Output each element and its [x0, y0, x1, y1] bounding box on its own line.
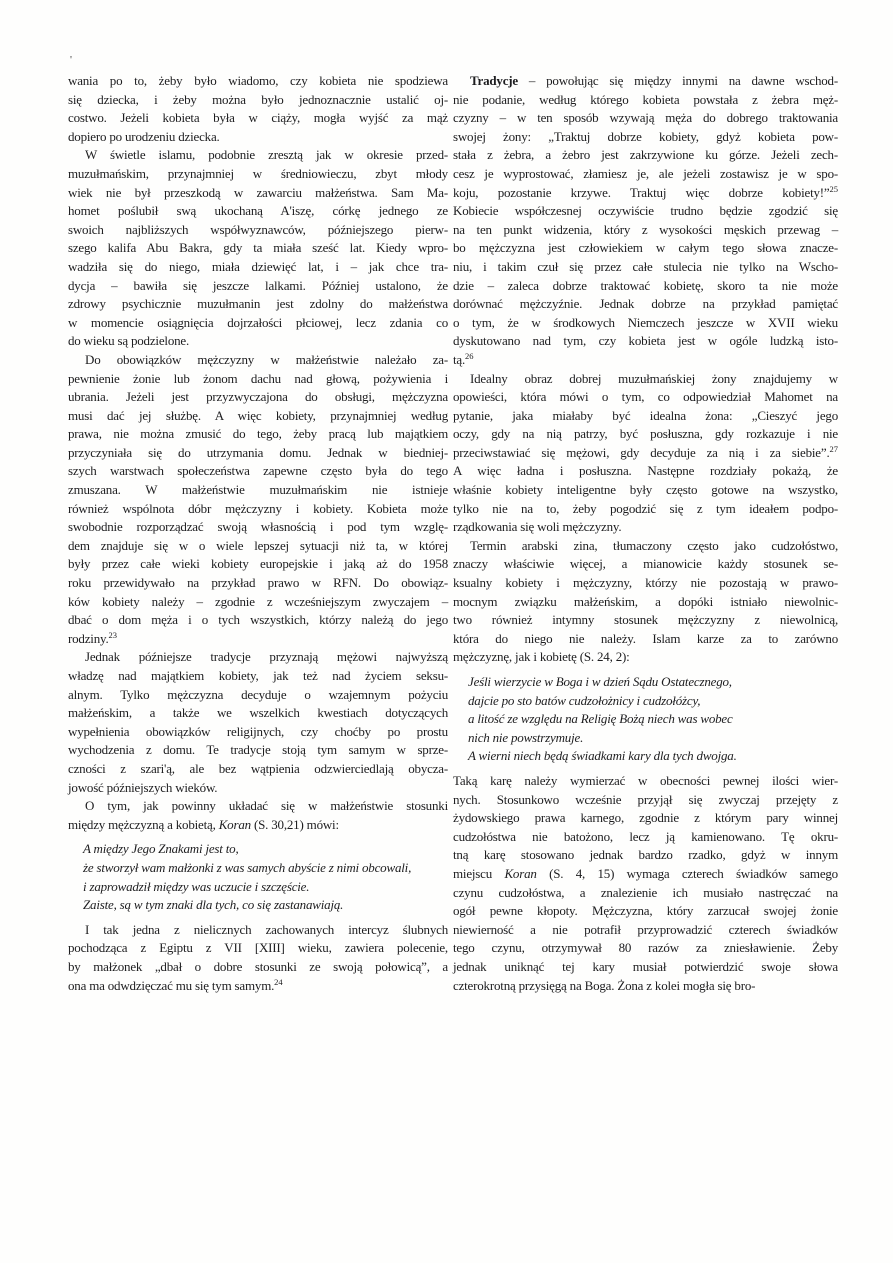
text-segment: pytanie, jaka miałaby być idealna żona: „Cieszyć jego: [453, 407, 838, 423]
text-line: [68, 425, 448, 444]
text-segment: ków kobiety należy – zgodnie z wcześniejszym zwyczajem –: [68, 593, 448, 609]
verse-line: [468, 747, 838, 766]
text-segment: jowość późniejszych wieków.: [68, 779, 218, 795]
quran-verse: [468, 673, 838, 766]
text-line: [453, 865, 838, 884]
text-segment: Koran: [218, 816, 251, 832]
verse-line: [83, 896, 448, 915]
text-line: [453, 72, 838, 91]
paragraph: [68, 921, 448, 995]
text-line: [68, 797, 448, 816]
text-line: [68, 258, 448, 277]
text-line: [453, 314, 838, 333]
text-line: [453, 809, 838, 828]
text-line: [68, 109, 448, 128]
text-segment: dorównać mężczyźnie. Jednak dobrze na przykład pamiętać: [453, 296, 838, 312]
text-segment: swobodnie rozporządzać swoją własnością i pod tym wzglę-: [68, 519, 448, 535]
paragraph: [453, 370, 838, 537]
text-line: [453, 630, 838, 649]
text-line: [68, 351, 448, 370]
text-segment: Koran: [504, 865, 537, 881]
text-line: [68, 146, 448, 165]
text-line: [453, 258, 838, 277]
text-line: [68, 500, 448, 519]
text-segment: zmuszana. W małżeństwie muzułmańskim nie istnieje: [68, 482, 448, 498]
text-segment: Jednak późniejsze tradycje przyznają mężowi najwyższą: [85, 649, 448, 665]
text-line: [453, 593, 838, 612]
text-segment: I tak jedna z nielicznych zachowanych intercyz ślubnych: [85, 921, 448, 937]
text-segment: nie podanie, według którego kobieta powstała z żebra męż-: [453, 91, 838, 107]
text-line: [453, 921, 838, 940]
text-line: [453, 828, 838, 847]
footnote-marker: 24: [274, 977, 283, 987]
text-line: [453, 221, 838, 240]
text-segment: wiek nie był przeszkodą w zawarciu małżeństwa. Sam Ma-: [68, 184, 448, 200]
text-segment: Do obowiązków mężczyzny w małżeństwie należało za-: [85, 351, 448, 367]
quran-verse: [83, 840, 448, 914]
text-line: [453, 518, 838, 537]
text-line: [68, 958, 448, 977]
text-column-right: [453, 72, 838, 995]
text-segment: Kobiecie współczesnej oczywiście trudno będzie zgodzić się: [453, 203, 838, 219]
text-line: [453, 884, 838, 903]
text-segment: dyskutowano nad tym, czy kobieta jest w ogóle ludzką isto-: [453, 333, 838, 349]
text-line: [453, 165, 838, 184]
text-segment: w momencie osiągnięcia dojrzałości płciowej, lecz zdania co: [68, 314, 448, 330]
text-line: [68, 72, 448, 91]
text-segment: niewierność a nie potrafił przyprowadzić czterech świadków: [453, 921, 838, 937]
paragraph: [453, 72, 838, 370]
text-segment: czyzny – w ten sposób wzywają męża do dobrego traktowania: [453, 110, 838, 126]
text-line: [68, 648, 448, 667]
text-line: [68, 921, 448, 940]
text-segment: Jeśli wierzycie w Boga i w dzień Sądu Ostatecznego,: [468, 674, 732, 689]
text-segment: czterokrotną przysięgą na Boga. Żona z kolei mogła się bro-: [453, 977, 756, 993]
text-segment: ubrania. Jeżeli jest przyzwyczajona do obsługi, mężczyzna: [68, 389, 448, 405]
text-segment: oczy, gdy na nią patrzy, być posłuszna, gdy rozkazuje i nie: [453, 426, 838, 442]
text-line: [453, 332, 838, 351]
text-segment: tylko nie na to, żeby pogodzić się z tym ideałem podpo-: [453, 500, 838, 516]
text-line: [68, 723, 448, 742]
text-segment: rodziny.: [68, 630, 109, 646]
text-segment: czynu cudzołóstwa, a znalezienie ich musiało nastręczać na: [453, 884, 838, 900]
text-line: [453, 370, 838, 389]
text-segment: ogół pewne kłopoty. Mężczyzna, który zarzucał swojej żonie: [453, 903, 838, 919]
text-segment: szego kalifa Abu Bakra, gdy ta miała sześć lat. Kiedy wpro-: [68, 240, 448, 256]
text-line: [68, 314, 448, 333]
scan-artifact: ': [70, 54, 72, 66]
verse-line: [83, 840, 448, 859]
text-segment: właśnie kobiety inteligentne były często gotowe na wszystko,: [453, 482, 838, 498]
text-line: [68, 128, 448, 147]
verse-line: [468, 692, 838, 711]
text-segment: (S. 30,21) mówi:: [250, 816, 339, 832]
text-line: [68, 221, 448, 240]
verse-line: [468, 673, 838, 692]
text-line: [453, 902, 838, 921]
text-segment: koju, pozostanie krzywe. Traktuj więc dobrze kobiety!”: [453, 184, 830, 200]
text-line: [453, 444, 838, 463]
text-segment: nych. Stosunkowo wcześnie przyjął się zwyczaj przejęty z: [453, 791, 838, 807]
text-segment: że stworzył wam małżonki z was samych abyście z nimi obcowali,: [83, 859, 412, 875]
text-line: [453, 481, 838, 500]
text-line: [453, 388, 838, 407]
text-line: [68, 332, 448, 351]
text-column-left: [68, 72, 448, 995]
text-segment: wadziła się do niego, miała dziewięć lat, i – jak chce tra-: [68, 258, 448, 274]
text-line: [68, 704, 448, 723]
text-segment: opowieści, która mówi o tym, co odpowiedział Mahomet na: [453, 389, 838, 405]
text-line: [453, 791, 838, 810]
verse-line: [468, 729, 838, 748]
verse-line: [83, 878, 448, 897]
text-segment: czności z szari'ą, ale bez wątpienia odzwierciedlają obycza-: [68, 760, 448, 776]
text-line: [68, 277, 448, 296]
text-segment: nich nie powstrzymuje.: [468, 729, 584, 745]
footnote-marker: 26: [465, 351, 474, 362]
verse-line: [83, 859, 448, 878]
text-line: [68, 977, 448, 996]
footnote-marker: 25: [829, 184, 838, 195]
text-segment: homet poślubił swą ukochaną A'iszę, córkę jednego ze: [68, 203, 448, 219]
text-segment: stała z żebra, a żebro jest zakrzywione ku górze. Jeżeli zech-: [453, 147, 838, 163]
text-line: [453, 146, 838, 165]
text-line: [453, 91, 838, 110]
text-segment: muzułmańskim, przynajmniej w średniowieczu, zbyt młody: [68, 165, 448, 181]
text-line: [453, 537, 838, 556]
text-line: [453, 462, 838, 481]
paragraph: [68, 797, 448, 834]
text-segment: żydowskiego prawa karnego, zgodnie z którym pary winnej: [453, 810, 838, 826]
text-segment: dzie – zaleca dobrze traktować kobietę, skoro ta nie może: [453, 277, 838, 293]
text-segment: władzę nad majątkiem kobiety, jak też nad życiem seksu-: [68, 668, 448, 683]
text-line: [68, 202, 448, 221]
text-line: [68, 184, 448, 203]
text-segment: przeciwstawiać się mężowi, gdy decyduje za nią i za siebie”.: [453, 444, 830, 460]
text-segment: wania po to, żeby było wiadomo, czy kobieta nie spodziewa: [68, 73, 448, 88]
text-line: [68, 295, 448, 314]
text-segment: A więc ładna i posłuszna. Następne rozdziały pokażą, że: [453, 463, 838, 479]
text-line: [68, 481, 448, 500]
text-segment: rządkowania się woli mężczyzny.: [453, 519, 622, 535]
text-segment: A między Jego Znakami jest to,: [83, 841, 239, 857]
text-segment: dem znajduje się w o wiele lepszej sytuacji niż ta, w której: [68, 537, 448, 553]
text-line: [68, 462, 448, 481]
text-segment: tego czynu, otrzymywał 80 razów za zniesławienie. Żeby: [453, 940, 838, 956]
text-line: [453, 351, 838, 370]
text-segment: Taką karę należy wymierzać w obecności pewnej ilości wier-: [453, 772, 838, 788]
text-line: [453, 846, 838, 865]
text-segment: niu, i takim czuł się przez całe stulecia nie tylko na Wscho-: [453, 258, 838, 274]
text-line: [453, 109, 838, 128]
text-segment: przyczyniała się do utrzymania domu. Jednak w biedniej-: [68, 444, 448, 460]
footnote-marker: 27: [829, 444, 838, 455]
text-line: [68, 388, 448, 407]
text-line: [68, 537, 448, 556]
text-segment: dycja – bawiła się jeszcze lalkami. Później ustalono, że: [68, 277, 448, 293]
text-segment: swoich najbliższych współwyznawców, późniejszego pierw-: [68, 221, 448, 237]
text-segment: by małżonek „dbał o dobre stosunki ze swoją połowicą”, a: [68, 958, 448, 974]
text-segment: Idealny obraz dobrej muzułmańskiej żony znajdujemy w: [470, 370, 838, 386]
text-segment: musi dać jej służbę. A więc kobiety, przynajmniej według: [68, 407, 448, 423]
text-segment: Termin arabski zina, tłumaczony często jako cudzołóstwo,: [470, 537, 838, 553]
text-line: [453, 407, 838, 426]
text-segment: która do niego nie należy. Islam karze za to zarówno: [453, 630, 838, 646]
text-segment: (S. 4, 15) wymaga czterech świadków samego: [536, 865, 838, 881]
paragraph: [68, 648, 448, 797]
text-line: [68, 779, 448, 798]
paragraph: [453, 537, 838, 667]
text-line: [453, 939, 838, 958]
text-segment: mocnym związku małżeńskim, a dopóki istniało niewolnic-: [453, 593, 838, 609]
text-line: [453, 977, 838, 996]
text-line: [68, 667, 448, 686]
text-line: [68, 611, 448, 630]
text-segment: na ten punkt widzenia, który z wysokości męskich przewag –: [453, 221, 838, 237]
text-line: [68, 239, 448, 258]
text-line: [453, 239, 838, 258]
text-line: [453, 500, 838, 519]
text-segment: costwo. Jeżeli kobieta była w ciąży, mogła wyjść za mąż: [68, 110, 448, 126]
text-line: [68, 370, 448, 389]
text-line: [68, 593, 448, 612]
text-line: [453, 772, 838, 791]
text-segment: alnym. Tylko mężczyzna decyduje o wzajemnym pożyciu: [68, 686, 448, 702]
text-line: [453, 574, 838, 593]
text-segment: ona ma odwdzięczać mu się tym samym.: [68, 977, 275, 993]
text-segment: tną karę stosowano jednak bardzo rzadko, gdyż w innym: [453, 847, 838, 863]
text-line: [453, 184, 838, 203]
text-segment: się dziecka, i żeby można było jednoznacznie ustalić oj-: [68, 91, 448, 107]
text-line: [68, 760, 448, 779]
text-line: [68, 741, 448, 760]
text-line: [68, 165, 448, 184]
text-segment: wychodzenia z domu. Te tradycje stoją tym samym w sprze-: [68, 742, 448, 758]
text-line: [68, 939, 448, 958]
text-line: [453, 555, 838, 574]
text-line: [68, 555, 448, 574]
text-line: [68, 407, 448, 426]
text-line: [453, 425, 838, 444]
text-segment: cudzołóstwa nie batożono, lecz ją kamienowano. Tę okru-: [453, 828, 838, 844]
text-segment: A wierni niech będą świadkami kary dla tych dwojga.: [468, 748, 737, 764]
text-segment: między mężczyzną a kobietą,: [68, 816, 219, 832]
text-segment: pewnienie żonie lub żonom dachu nad głową, pożywienia i: [68, 370, 448, 386]
text-line: [68, 816, 448, 835]
text-segment: tą.: [453, 351, 466, 367]
text-line: [68, 91, 448, 110]
text-line: [68, 630, 448, 649]
text-segment: mężczyznę, jak i kobietę (S. 24, 2):: [453, 649, 630, 665]
text-segment: wypełnienia obowiązków religijnych, czy choćby po prostu: [68, 723, 448, 739]
text-segment: bo mężczyzna jest człowiekiem w całym tego słowa znacze-: [453, 240, 838, 256]
text-segment: również wspólnota dóbr mężczyzny i kobiety. Kobieta może: [68, 500, 448, 516]
text-segment: dbać o dom męża i o tych wszystkich, którzy należą do jego: [68, 612, 448, 628]
text-segment: były przez całe wieki kobiety europejskie i jaką aż do 1958: [68, 556, 448, 572]
text-segment: cesz je wyprostować, złamiesz je, ale jeżeli zostawisz je w spo-: [453, 165, 838, 181]
text-line: [453, 202, 838, 221]
text-segment: dopiero po urodzeniu dziecka.: [68, 128, 220, 144]
text-segment: Tradycje: [470, 73, 518, 88]
paragraph: [68, 72, 448, 146]
footnote-marker: 23: [108, 630, 118, 641]
text-segment: ksualny kobiety i mężczyzny, którzy nie pozostają w prawo-: [453, 575, 838, 591]
text-line: [68, 574, 448, 593]
text-line: [453, 958, 838, 977]
text-segment: znaczy właściwie więcej, a mianowicie każdy stosunek se-: [453, 556, 838, 572]
text-line: [453, 648, 838, 667]
text-segment: W świetle islamu, podobnie zresztą jak w okresie przed-: [85, 147, 448, 163]
text-line: [453, 128, 838, 147]
text-segment: szych warstwach społeczeństwa zapewne często była do tego: [68, 463, 448, 479]
text-segment: dajcie po sto batów cudzołożnicy i cudzołóżcy,: [468, 692, 701, 708]
text-segment: pochodząca z Egiptu z VII [XIII] wieku, zawiera polecenie,: [68, 940, 448, 956]
text-segment: roku przewidywało na przykład prawo w RFN. Do obowiąz-: [68, 575, 448, 591]
paragraph: [68, 146, 448, 351]
text-line: [453, 277, 838, 296]
text-segment: zdrowy psychicznie muzułmanin jest zdolny do małżeństwa: [68, 296, 448, 312]
text-line: [68, 444, 448, 463]
text-segment: two również intymny stosunek mężczyzny z niewolnicą,: [453, 612, 838, 628]
text-segment: do wieku są podzielone.: [68, 333, 190, 349]
text-segment: prawa, nie można zmusić do tego, żeby pracą lub majątkiem: [68, 426, 448, 442]
paragraph: [68, 351, 448, 649]
text-line: [68, 518, 448, 537]
text-segment: małżeńskim, a także we wszelkich kwestiach dotyczących: [68, 705, 448, 721]
text-segment: O tym, jak powinny układać się w małżeństwie stosunki: [85, 798, 448, 814]
text-line: [68, 686, 448, 705]
paragraph: [453, 772, 838, 995]
text-line: [453, 295, 838, 314]
text-segment: Zaiste, są w tym znaki dla tych, co się zastanawiają.: [83, 897, 344, 913]
text-segment: jednak uniknąć tej kary musiał potwierdzić swoje słowa: [453, 958, 838, 974]
text-segment: swojej żony: „Traktuj dobrze kobiety, gdyż kobieta pow-: [453, 128, 838, 144]
text-segment: – powołując się między innymi na dawne wschod-: [517, 73, 838, 88]
text-segment: miejscu: [453, 865, 505, 881]
text-line: [453, 611, 838, 630]
verse-line: [468, 710, 838, 729]
text-segment: a litość ze względu na Religię Bożą niech was wobec: [468, 711, 733, 727]
text-segment: i zaprowadził między was uczucie i szczęście.: [83, 878, 310, 894]
text-segment: o tym, że w środkowych Niemczech jeszcze w XVII wieku: [453, 314, 838, 330]
